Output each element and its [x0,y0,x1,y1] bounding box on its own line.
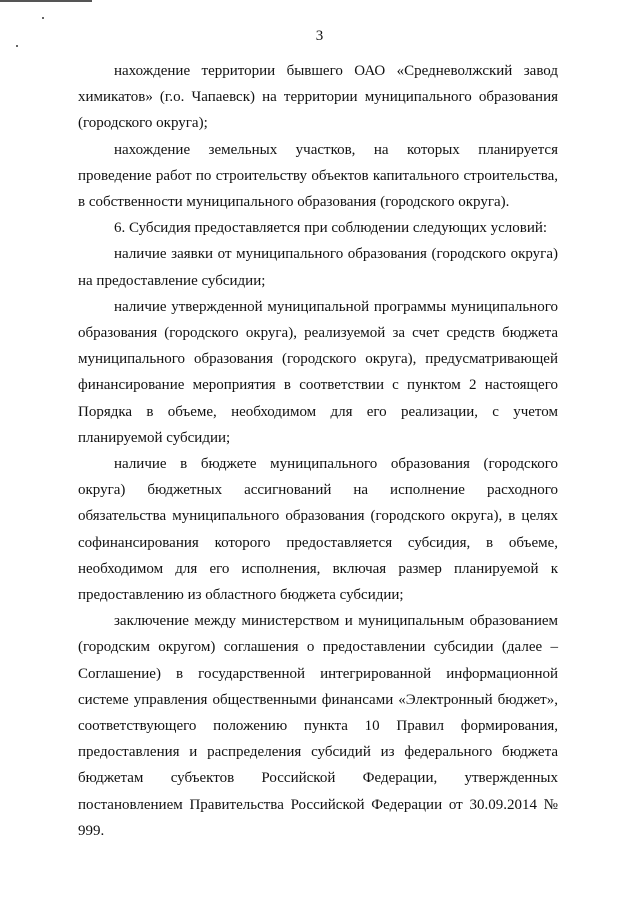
paragraph-territory: нахождение территории бывшего ОАО «Средневолжский завод химикатов» (г.о. Чапаевск) на территории муниципального образования (городского округа); [78,63,558,132]
page-number: 3 [315,28,324,44]
document-body [78,58,558,844]
paragraph-agreement: заключение между министерством и муниципальным образованием (городским округом) соглашения о предоставлении субсидии (далее – Соглашение) в государственной интегрированной информационной системе управления общественными финансами «Электронный бюджет», соответствующего положению пункта 10 Правил формирования, предоставления и распределения субсидий из федерального бюджета бюджетам субъектов Российской Федерации, утвержденных постановлением Правительства Российской Федерации от 30.09.2014 № 999. [78,613,558,839]
paragraph-municipal-program: наличие утвержденной муниципальной программы муниципального образования (городского округа), реализуемой за счет средств бюджета муниципального образования (городского округа), предусматривающей финансирование мероприятия в соответствии с пунктом 2 настоящего Порядка в объеме, необходимом для его реализации, с учетом планируемой субсидии; [78,298,558,446]
paragraph-application: наличие заявки от муниципального образования (городского округа) на предоставление субсидии; [78,246,558,289]
paragraph-budget-allocations: наличие в бюджете муниципального образования (городского округа) бюджетных ассигнований на исполнение расходного обязательства муниципального образования (городского округа), в целях софинансирования которого предоставляется субсидия, в объеме, необходимом для его исполнения, включая размер планируемой к предоставлению из областного бюджета субсидии; [78,456,558,604]
paragraph-conditions-heading: 6. Субсидия предоставляется при соблюдении следующих условий: [114,220,548,237]
scan-speck [16,45,18,47]
top-edge-rule [0,0,92,2]
paragraph-land-plots: нахождение земельных участков, на которых планируется проведение работ по строительству объектов капитального строительства, в собственности муниципального образования (городского округа). [78,141,558,211]
scan-speck [42,17,44,19]
